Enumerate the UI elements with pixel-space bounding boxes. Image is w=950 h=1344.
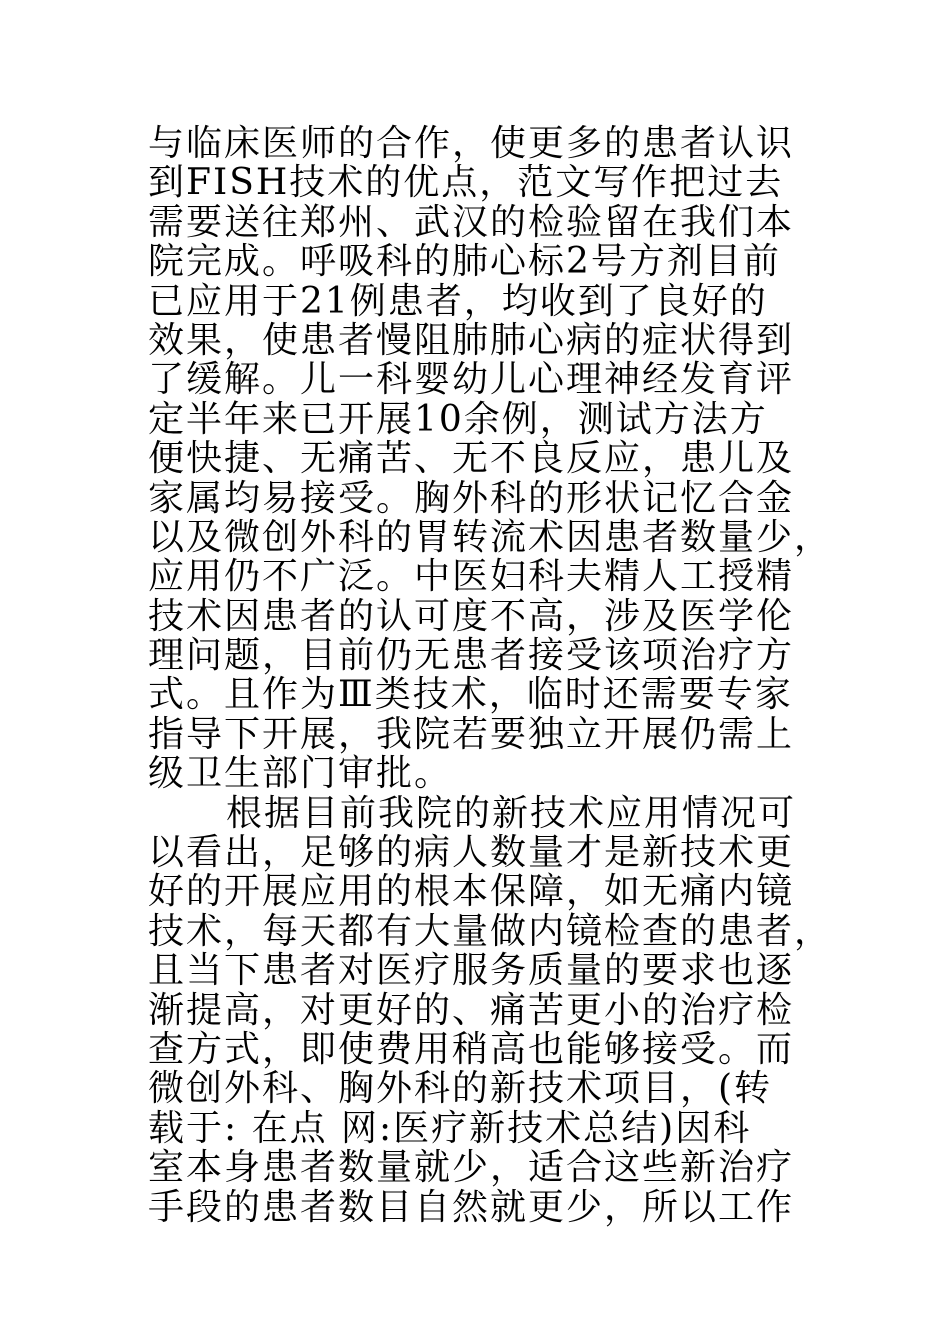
text-line: 便快捷、无痛苦、无不良反应，患儿及 bbox=[148, 438, 795, 480]
text-line: 指导下开展，我院若要独立开展仍需上 bbox=[148, 713, 795, 755]
text-line: 到FISH技术的优点，范文写作把过去 bbox=[148, 162, 784, 204]
text-line: 查方式，即使费用稍高也能够接受。而 bbox=[148, 1028, 795, 1070]
text-line: 微创外科、胸外科的新技术项目，(转 bbox=[148, 1068, 773, 1110]
text-line: 渐提高，对更好的、痛苦更小的治疗检 bbox=[148, 989, 795, 1031]
text-line: 院完成。呼吸科的肺心标2号方剂目前 bbox=[148, 241, 781, 283]
text-line: 家属均易接受。胸外科的形状记忆合金 bbox=[148, 477, 795, 519]
text-line: 应用仍不广泛。中医妇科夫精人工授精 bbox=[148, 556, 795, 598]
text-line: 定半年来已开展10余例，测试方法方 bbox=[148, 398, 768, 440]
text-line: 手段的患者数目自然就更少，所以工作 bbox=[148, 1186, 795, 1228]
text-line: 技术因患者的认可度不高，涉及医学伦 bbox=[148, 595, 795, 637]
text-line: 级卫生部门审批。 bbox=[148, 753, 453, 795]
text-line: 且当下患者对医疗服务质量的要求也逐 bbox=[148, 950, 795, 992]
text-line: 以看出，足够的病人数量才是新技术更 bbox=[148, 832, 795, 874]
text-line: 理问题，目前仍无患者接受该项治疗方 bbox=[148, 635, 795, 677]
text-line: 了缓解。儿一科婴幼儿心理神经发育评 bbox=[148, 359, 795, 401]
document-body-text bbox=[148, 123, 833, 1228]
text-line: 式。且作为Ⅲ类技术，临时还需要专家 bbox=[148, 674, 793, 716]
paragraph-1 bbox=[148, 123, 833, 795]
paragraph-2 bbox=[148, 792, 833, 1228]
text-line: 室本身患者数量就少，适合这些新治疗 bbox=[148, 1147, 795, 1189]
text-line: 根据目前我院的新技术应用情况可 bbox=[226, 792, 797, 834]
text-line: 与临床医师的合作，使更多的患者认识 bbox=[148, 123, 795, 164]
text-line: 以及微创外科的胃转流术因患者数量少， bbox=[148, 516, 833, 558]
text-line: 好的开展应用的根本保障，如无痛内镜 bbox=[148, 871, 795, 913]
text-line: 效果，使患者慢阻肺肺心病的症状得到 bbox=[148, 319, 795, 361]
text-line: 已应用于21例患者，均收到了良好的 bbox=[148, 280, 768, 322]
text-line: 需要送往郑州、武汉的检验留在我们本 bbox=[148, 201, 795, 243]
text-line: 技术，每天都有大量做内镜检查的患者， bbox=[148, 910, 833, 952]
text-line: 载于: 在点 网:医疗新技术总结)因科 bbox=[148, 1107, 752, 1149]
